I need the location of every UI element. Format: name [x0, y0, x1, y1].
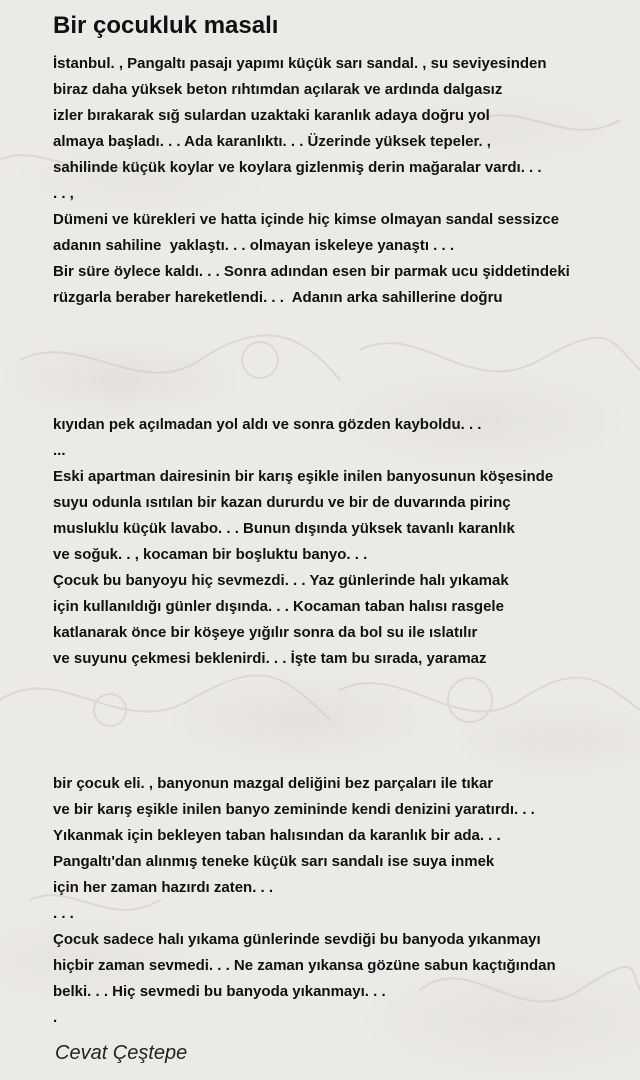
poem-line: Yıkanmak için bekleyen taban halısından da karanlık bir ada. . . — [53, 827, 501, 844]
poem-line: . — [53, 1009, 58, 1026]
poem-line: ve bir karış eşikle inilen banyo zemininde kendi denizini yaratırdı. . . — [53, 801, 535, 818]
poem-line: ve soğuk. . , kocaman bir boşluktu banyo. . . — [53, 546, 368, 563]
poem-line: sahilinde küçük koylar ve koylara gizlenmiş derin mağaralar vardı. . . — [53, 159, 542, 176]
poem-line: . . . — [53, 905, 74, 922]
poem-line: Bir süre öylece kaldı. . . Sonra adından esen bir parmak ucu şiddetindeki — [53, 263, 570, 280]
poem-line: için kullanıldığı günler dışında. . . Kocaman taban halısı rasgele — [53, 598, 504, 615]
poem-line: almaya başladı. . . Ada karanlıktı. . . Üzerinde yüksek tepeler. , — [53, 133, 491, 150]
poem-line: ve suyunu çekmesi beklenirdi. . . İşte tam bu sırada, yaramaz — [53, 650, 487, 667]
poem-line: İstanbul. , Pangaltı pasajı yapımı küçük sarı sandal. , su seviyesinden — [53, 55, 547, 72]
poem-line: Dümeni ve kürekleri ve hatta içinde hiç kimse olmayan sandal sessizce — [53, 211, 560, 228]
poem-line: hiçbir zaman sevmedi. . . Ne zaman yıkansa gözüne sabun kaçtığından — [53, 957, 556, 974]
poem-line: Pangaltı'dan alınmış teneke küçük sarı sandalı ise suya inmek — [53, 853, 495, 870]
poem-title: Bir çocukluk masalı — [53, 12, 279, 39]
poem-line: izler bırakarak sığ sulardan uzaktaki karanlık adaya doğru yol — [53, 107, 490, 124]
poem-line: belki. . . Hiç sevmedi bu banyoda yıkanmayı. . . — [53, 983, 386, 1000]
poem-line: ... — [53, 442, 66, 459]
poem-line: Eski apartman dairesinin bir karış eşikle inilen banyosunun köşesinde — [53, 468, 554, 485]
poem-line: biraz daha yüksek beton rıhtımdan açılarak ve ardında dalgasız — [53, 81, 503, 98]
poem-line: katlanarak önce bir köşeye yığılır sonra da bol su ile ıslatılır — [53, 624, 478, 641]
poem-line: rüzgarla beraber hareketlendi. . . Adanın arka sahillerine doğru — [53, 289, 503, 306]
poem-line: . . , — [53, 185, 74, 202]
poem-line: musluklu küçük lavabo. . . Bunun dışında yüksek tavanlı karanlık — [53, 520, 515, 537]
poem-line: bir çocuk eli. , banyonun mazgal deliğini bez parçaları ile tıkar — [53, 775, 494, 792]
poem-line: kıyıdan pek açılmadan yol aldı ve sonra gözden kayboldu. . . — [53, 416, 482, 433]
poem-line: Çocuk bu banyoyu hiç sevmezdi. . . Yaz günlerinde halı yıkamak — [53, 572, 509, 589]
poem-line: suyu odunla ısıtılan bir kazan dururdu ve bir de duvarında pirinç — [53, 494, 511, 511]
stanza-1 — [53, 51, 570, 311]
poem-line: için her zaman hazırdı zaten. . . — [53, 879, 274, 896]
stanza-2 — [53, 412, 553, 672]
author-signature: Cevat Çeştepe — [55, 1042, 188, 1064]
poem-line: Çocuk sadece halı yıkama günlerinde sevdiği bu banyoda yıkanmayı — [53, 931, 541, 948]
stanza-3 — [53, 771, 556, 1031]
poem-line: adanın sahiline yaklaştı. . . olmayan iskeleye yanaştı . . . — [53, 237, 455, 254]
